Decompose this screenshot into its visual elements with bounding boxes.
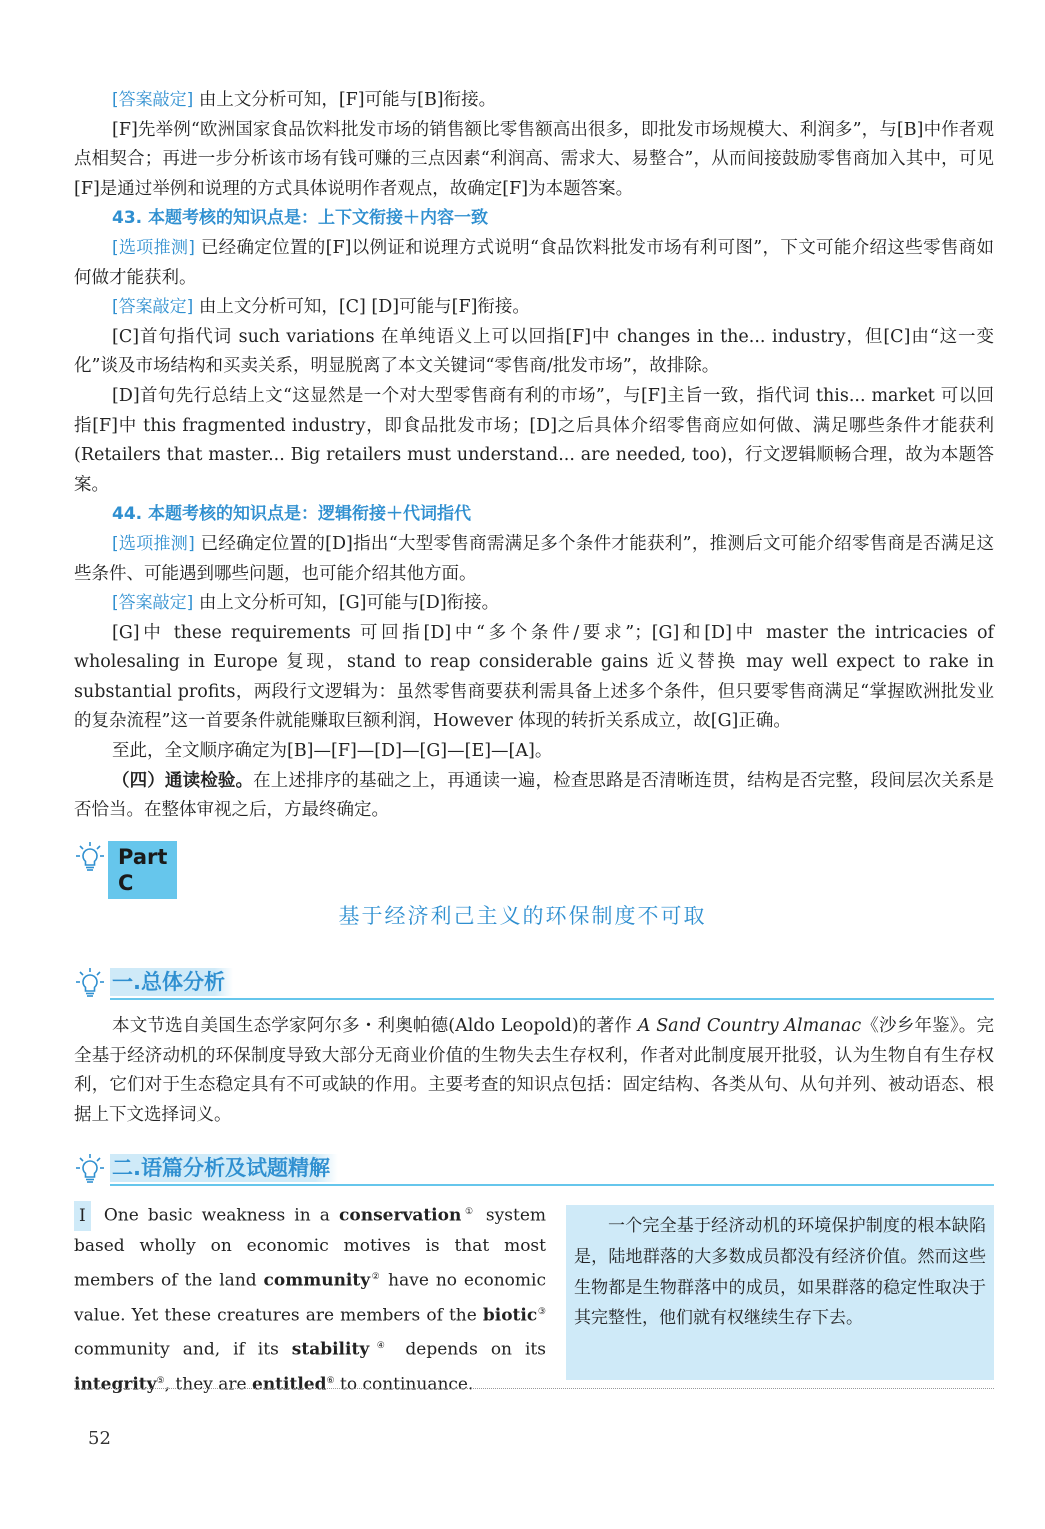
analysis-paragraph — [74, 86, 994, 116]
footnote-marker: ⑤ — [156, 1375, 165, 1386]
divider — [110, 1184, 994, 1186]
paragraph-text: [C]首句指代词 such variations 在单纯语义上可以回指[F]中 changes in the... industry，但[C]由“这一变化”谈及市场结构和买卖关系，明显脱离了本文关键词“零售商/批发市场”，故排除。 — [74, 326, 994, 377]
lightbulb-icon — [74, 840, 106, 876]
footnote-marker: ① — [461, 1207, 477, 1217]
section-heading-overview — [74, 966, 994, 1000]
tag-label: [答案敲定] — [112, 297, 194, 318]
section-label: 二.语篇分析及试题精解 — [110, 1154, 338, 1182]
paragraph-text: 已经确定位置的[F]以例证和说理方式说明“食品饮料批发市场有利可图”，下文可能介绍这些零售商如何做才能获利。 — [74, 237, 995, 288]
vocab-word: integrity — [74, 1374, 157, 1395]
overview-paragraph — [74, 1012, 994, 1130]
footnote-marker: ⑥ — [326, 1375, 335, 1386]
article-title: 基于经济利己主义的环保制度不可取 — [338, 904, 707, 928]
paragraph-text: 由上文分析可知，[C] [D]可能与[F]衔接。 — [193, 297, 530, 318]
section-label: 一.总体分析 — [110, 968, 233, 996]
analysis-paragraph — [74, 293, 994, 323]
divider — [110, 998, 994, 1000]
passage-text: to continuance. — [334, 1374, 474, 1395]
paragraph-text: 在上述排序的基础之上，再通读一遍，检查思路是否清晰连贯，结构是否完整，段间层次关系是否恰当。在整体审视之后，方最终确定。 — [74, 770, 995, 821]
paragraph-text: [G]中 these requirements 可回指[D]中“多个条件/要求”；[G]和[D]中 master the intricacies of wholesaling in Europe 复现，stand to reap considerable gains 近义替换 may well expect to rake in substantial profits，两段行文逻辑为：虽然零售商要获利需具备上述多个条件，但只要零售商满足“掌握欧洲批发业的复杂流程”这一首要条件就能赚取巨额利润，However 体现的转折关系成立，故[G]正确。 — [74, 622, 994, 732]
passage-text: system based wholly on economic motives is that most members of the land — [74, 1205, 546, 1291]
analysis-paragraph — [74, 530, 994, 589]
analysis-paragraph — [74, 589, 994, 619]
paragraph-text: 已经确定位置的[D]指出“大型零售商需满足多个条件才能获利”，推测后文可能介绍零售商是否满足这些条件、可能遇到哪些问题，也可能介绍其他方面。 — [74, 533, 995, 584]
passage-text: , they are — [164, 1374, 252, 1395]
book-title: A Sand Country Almanac — [637, 1016, 862, 1036]
vocab-word: biotic — [482, 1305, 538, 1326]
passage-text: community and, if its — [74, 1339, 292, 1360]
passage-text: One basic weakness in a — [94, 1205, 340, 1226]
vocab-word: conservation — [339, 1205, 462, 1226]
lightbulb-icon — [74, 966, 106, 1002]
vocab-word: community — [263, 1270, 371, 1291]
paragraph-text: 由上文分析可知，[G]可能与[D]衔接。 — [193, 593, 500, 614]
analysis-paragraph — [74, 737, 994, 767]
intro-text: 本文节选自美国生态学家阿尔多・利奥帕德(Aldo Leopold)的著作 — [112, 1016, 638, 1036]
analysis-paragraph — [74, 767, 994, 826]
tag-label: [选项推测] — [112, 533, 195, 554]
knowledge-point-heading: 44. 本题考核的知识点是：逻辑衔接＋代词指代 — [112, 504, 472, 525]
intro-text: 《沙乡年鉴》。完全基于经济动机的环保制度导致大部分无商业价值的生物失去生存权利，作者对此制度展开批驳，认为生物自有生存权利，它们对于生态稳定具有不可或缺的作用。主要考查的知识点包括：固定结构、各类从句、从句并列、被动语态、根据上下文选择词义。 — [74, 1016, 994, 1125]
paragraph-number: I — [74, 1201, 91, 1232]
analysis-paragraph — [74, 382, 994, 500]
page-number: 52 — [88, 1428, 111, 1449]
translation-box — [566, 1205, 994, 1380]
section-heading-discourse — [74, 1152, 994, 1186]
analysis-paragraph — [74, 234, 994, 293]
analysis-paragraph — [74, 323, 994, 382]
paragraph-text: [D]首句先行总结上文“这显然是一个对大型零售商有利的市场”，与[F]主旨一致，指代词 this... market 可以回指[F]中 this fragmented industry，即食品批发市场；[D]之后具体介绍零售商应如何做、满足哪些条件才能获利(Retailers that master... Big retailers must understand... are needed, too)，行文逻辑顺畅合理，故为本题答案。 — [74, 385, 994, 495]
paragraph-text: 由上文分析可知，[F]可能与[B]衔接。 — [193, 90, 497, 110]
lightbulb-icon — [74, 1152, 106, 1188]
knowledge-point-heading: 43. 本题考核的知识点是：上下文衔接＋内容一致 — [112, 208, 489, 229]
footnote-marker: ② — [370, 1272, 382, 1283]
analysis-content — [74, 86, 994, 826]
step-heading: （四）通读检验。 — [112, 770, 254, 791]
tag-label: [选项推测] — [112, 237, 195, 258]
analysis-paragraph — [74, 116, 994, 205]
passage-text: depends on its — [392, 1339, 546, 1360]
paragraph-text: [F]先举例“欧洲国家食品饮料批发市场的销售额比零售额高出很多，即批发市场规模大、利润多”，与[B]中作者观点相契合；再进一步分析该市场有钱可赚的三点因素“利润高、需求大、易整合”，从而间接鼓励零售商加入其中，可见[F]是通过举例和说理的方式具体说明作者观点，故确定[F]为本题答案。 — [74, 119, 994, 199]
dotted-divider — [74, 1388, 994, 1389]
paragraph-text: 至此，全文顺序确定为[B]—[F]—[D]—[G]—[E]—[A]。 — [112, 741, 553, 762]
english-passage — [74, 1197, 546, 1400]
tag-label: [答案敲定] — [112, 593, 194, 614]
passage-text: have no economic value. Yet these creatures are members of the — [74, 1270, 546, 1326]
footnote-marker: ③ — [537, 1306, 546, 1317]
part-label: Part C — [108, 841, 177, 899]
vocab-word: stability — [291, 1339, 370, 1360]
tag-label: [答案敲定] — [112, 90, 194, 110]
vocab-word: entitled — [252, 1374, 327, 1395]
analysis-paragraph — [74, 619, 994, 737]
footnote-marker: ④ — [369, 1341, 393, 1352]
translation-text: 一个完全基于经济动机的环境保护制度的根本缺陷是，陆地群落的大多数成员都没有经济价值。然而这些生物都是生物群落中的成员，如果群落的稳定性取决于其完整性，他们就有权继续生存下去。 — [574, 1216, 986, 1329]
